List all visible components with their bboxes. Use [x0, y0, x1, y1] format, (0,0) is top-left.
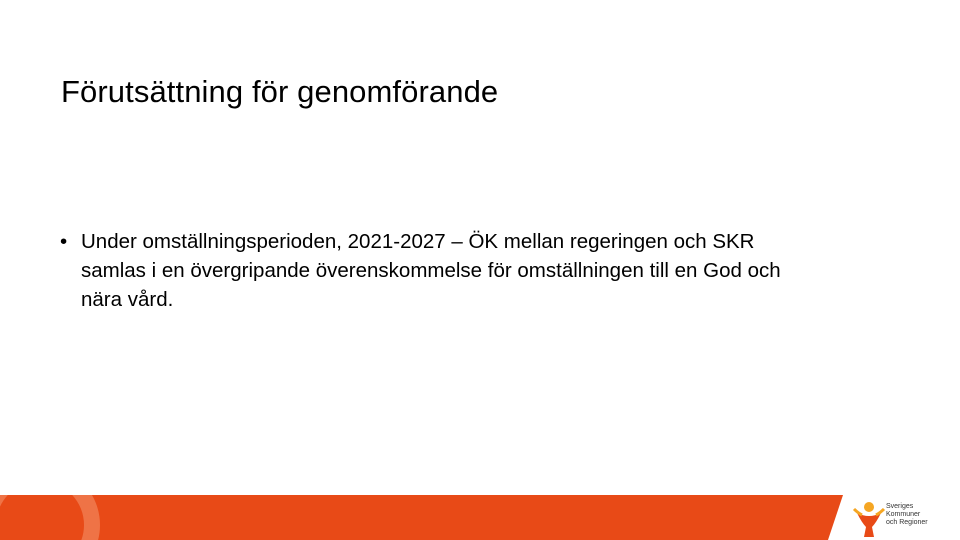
- skr-figure-icon: [852, 499, 886, 539]
- skr-logo: [848, 497, 960, 540]
- logo-line-2: Kommuner: [886, 511, 921, 518]
- bullet-dot: •: [60, 230, 68, 253]
- logo-line-3: och Regioner: [886, 519, 928, 526]
- bullet-text: Under omställningsperioden, 2021-2027 – ÖK mellan regeringen och SKR samlas i en övergripande överenskommelse för omställningen till en God och nära vård.: [81, 230, 781, 311]
- bullet-list: [60, 227, 790, 314]
- slide-title: Förutsättning för genomförande: [61, 74, 499, 109]
- footer-orange-band: [0, 495, 843, 540]
- bullet-item: [60, 227, 790, 314]
- skr-logo-text: [886, 503, 928, 527]
- footer-band: [0, 495, 960, 540]
- logo-line-1: Sveriges: [886, 503, 914, 510]
